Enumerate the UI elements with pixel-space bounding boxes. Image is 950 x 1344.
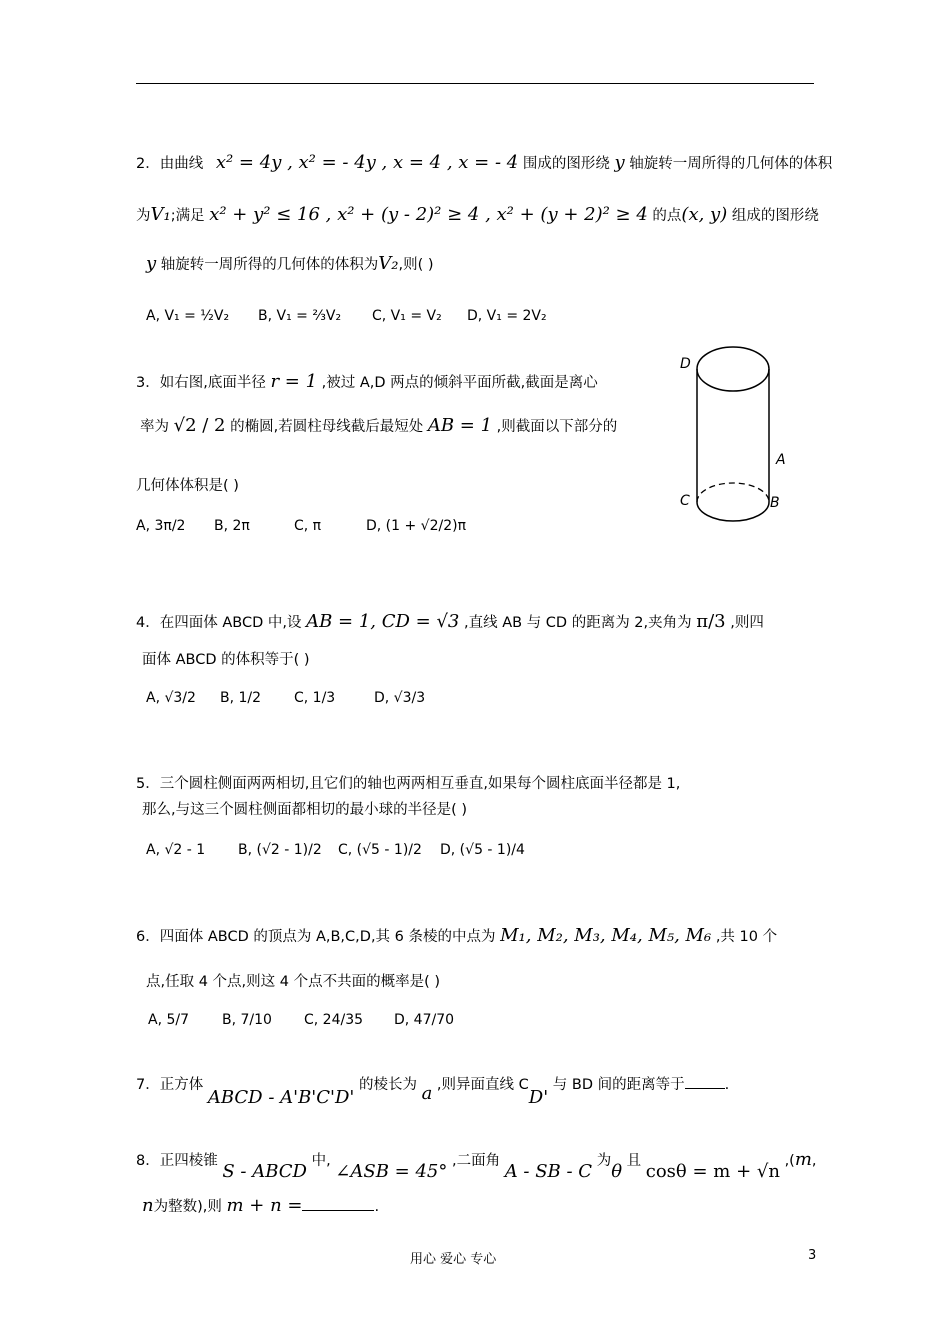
figure-label-b: B: [770, 495, 780, 511]
q2-line2: 为V₁;满足 x² + y² ≤ 16 , x² + (y - 2)² ≥ 4 , x² + (y + 2)² ≥ 4 的点(x, y) 组成的图形绕: [136, 204, 819, 225]
cylinder-figure: [690, 340, 780, 530]
q8-angle: ∠ASB = 45°: [335, 1161, 448, 1182]
q6-option-a[interactable]: A, 5/7: [148, 1012, 190, 1028]
q6-line1: 6．四面体 ABCD 的顶点为 A,B,C,D,其 6 条棱的中点为 M₁, M₂, M₃, M₄, M₅, M₆ ,共 10 个: [136, 925, 778, 946]
q3-line2: 率为 √2 / 2 的椭圆,若圆柱母线截后最短处 AB = 1 ,则截面以下部分的: [140, 415, 618, 436]
q4-option-c[interactable]: C, 1/3: [294, 690, 336, 706]
q4-line1: 4．在四面体 ABCD 中,设 AB = 1, CD = √3 ,直线 AB 与 CD 的距离为 2,夹角为 π/3 ,则四: [136, 611, 764, 632]
q4-option-b[interactable]: B, 1/2: [220, 690, 262, 706]
q6-option-c[interactable]: C, 24/35: [304, 1012, 364, 1028]
cylinder-bottom-back: [697, 483, 769, 502]
q7-cube: ABCD - A'B'C'D': [207, 1087, 355, 1108]
q6-midpoints: M₁, M₂, M₃, M₄, M₅, M₆: [500, 925, 712, 946]
q2-line3: y 轴旋转一周所得的几何体的体积为V₂,则( ): [146, 253, 434, 274]
q4-option-a[interactable]: A, √3/2: [146, 690, 196, 706]
q3-line1: 3．如右图,底面半径 r = 1 ,被过 A,D 两点的倾斜平面所截,截面是离心: [136, 371, 598, 392]
q5-option-d[interactable]: D, (√5 - 1)/4: [440, 842, 525, 858]
page-number: 3: [808, 1248, 817, 1263]
q7-line1: 7．正方体 ABCD - A'B'C'D' 的棱长为 a ,则异面直线 CD' 与 BD 间的距离等于 .: [136, 1077, 730, 1108]
q4-line2: 面体 ABCD 的体积等于( ): [142, 652, 310, 668]
q8-answer-blank[interactable]: [302, 1210, 374, 1211]
q2-line1: 2．由曲线 x² = 4y , x² = - 4y , x = 4 , x = - 4 围成的图形绕 y 轴旋转一周所得的几何体的体积: [136, 152, 833, 173]
header-rule: [136, 83, 814, 84]
q8-line2: n为整数),则 m + n = .: [142, 1195, 380, 1216]
q6-option-d[interactable]: D, 47/70: [394, 1012, 455, 1028]
q5-line2: 那么,与这三个圆柱侧面都相切的最小球的半径是( ): [142, 802, 468, 818]
q4-option-d[interactable]: D, √3/3: [374, 690, 426, 706]
q5-option-c[interactable]: C, (√5 - 1)/2: [338, 842, 422, 858]
q3-eccentricity: √2 / 2: [173, 415, 226, 436]
q8-line1: 8．正四棱锥 S - ABCD 中, ∠ASB = 45° ,二面角 A - SB - C 为θ 且 cosθ = m + √n ,(m,: [136, 1149, 817, 1182]
q4-angle: π/3: [696, 611, 726, 632]
q7-answer-blank[interactable]: [685, 1088, 725, 1089]
figure-label-d: D: [680, 356, 691, 372]
q2-inequalities: x² + y² ≤ 16 , x² + (y - 2)² ≥ 4 , x² + (y + 2)² ≥ 4: [209, 204, 648, 225]
q2-option-c[interactable]: C, V₁ = V₂: [372, 308, 442, 324]
q2-curves: x² = 4y , x² = - 4y , x = 4 , x = - 4: [215, 152, 519, 173]
figure-label-c: C: [680, 493, 690, 509]
cylinder-top-ellipse: [697, 347, 769, 391]
q6-option-b[interactable]: B, 7/10: [222, 1012, 272, 1028]
q3-option-a[interactable]: A, 3π/2: [136, 518, 186, 534]
q5-option-a[interactable]: A, √2 - 1: [146, 842, 206, 858]
cylinder-bottom-front: [697, 502, 769, 521]
q8-cos: cosθ = m + √n: [645, 1161, 780, 1182]
q2-option-b[interactable]: B, V₁ = ⅔V₂: [258, 308, 342, 324]
q3-option-c[interactable]: C, π: [294, 518, 322, 534]
q3-line3: 几何体体积是( ): [136, 478, 239, 494]
q6-line2: 点,任取 4 个点,则这 4 个点不共面的概率是( ): [146, 974, 441, 990]
q3-option-b[interactable]: B, 2π: [214, 518, 250, 534]
q2-option-d[interactable]: D, V₁ = 2V₂: [467, 308, 547, 324]
q3-option-d[interactable]: D, (1 + √2/2)π: [366, 518, 467, 534]
figure-label-a: A: [776, 452, 786, 468]
footer-center: 用心 爱心 专心: [410, 1252, 497, 1267]
q5-line1: 5．三个圆柱侧面两两相切,且它们的轴也两两相互垂直,如果每个圆柱底面半径都是 1,: [136, 776, 681, 792]
q2-option-a[interactable]: A, V₁ = ½V₂: [146, 308, 230, 324]
q5-option-b[interactable]: B, (√2 - 1)/2: [238, 842, 322, 858]
